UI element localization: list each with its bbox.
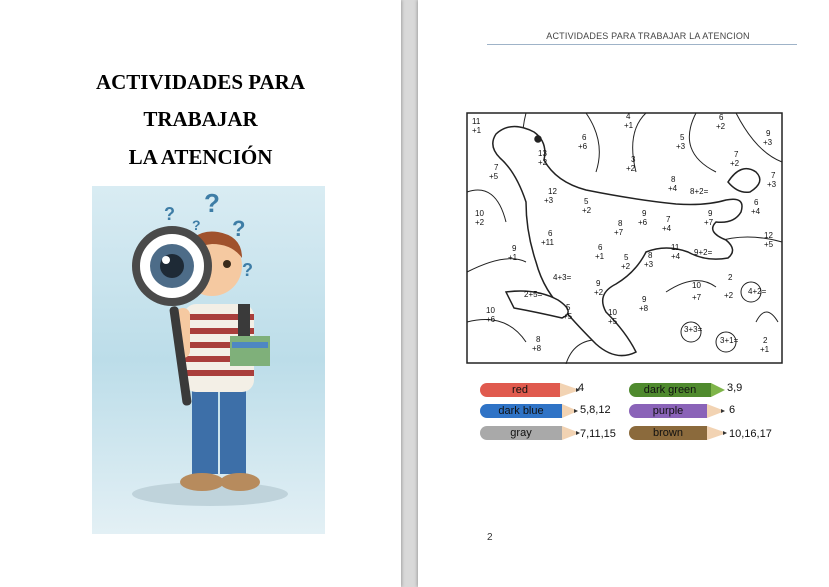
puzzle-label: 12 [548,187,557,196]
puzzle-label: 12 [764,231,773,240]
puzzle-label: +5 [764,240,774,249]
puzzle-label: 9+2= [694,248,713,257]
puzzle-label: +1 [595,252,605,261]
svg-text:?: ? [192,217,201,233]
puzzle-label: 6 [582,133,587,142]
puzzle-label: +4 [662,224,672,233]
pencil-gray [480,426,584,440]
puzzle-label: +7 [692,293,702,302]
puzzle-label: +6 [638,218,648,227]
pencil-brown-numbers: 10,16,17 [729,428,772,440]
puzzle-label: 11 [472,117,481,126]
puzzle-label: +6 [486,315,496,324]
svg-text:?: ? [164,204,175,224]
puzzle-label: +3 [544,196,554,205]
cover-illustration [92,186,325,534]
puzzle-label: +2 [538,158,548,167]
puzzle-label: 9 [512,244,517,253]
puzzle-label: +7 [614,228,624,237]
pencil-dark-green-numbers: 3,9 [727,382,743,394]
pencil-gray-numbers: 7,11,15 [580,428,616,440]
svg-text:?: ? [242,260,253,280]
puzzle-label: 8 [671,175,676,184]
puzzle-label: 6 [548,229,553,238]
puzzle-label: 10 [486,306,495,315]
puzzle-label: +2 [724,291,734,300]
pencil-dark-blue-label: dark blue [480,404,562,418]
puzzle-label: 8+2= [690,187,709,196]
svg-text:?: ? [232,216,246,241]
svg-text:?: ? [204,188,220,218]
puzzle-label: 7 [771,171,776,180]
puzzle-label: 2 [728,273,733,282]
puzzle-label: +6 [578,142,588,151]
puzzle-label: 5 [680,133,685,142]
puzzle-label: +2 [582,206,592,215]
pencil-brown [629,426,731,440]
puzzle-label: +2 [594,288,604,297]
puzzle-label: +5 [489,172,499,181]
puzzle-label: 6 [754,198,759,207]
puzzle-label: +3 [644,260,654,269]
puzzle-label: 5 [584,197,589,206]
puzzle-label: +11 [541,238,554,247]
puzzle-label: 8 [536,335,541,344]
puzzle-label: +5 [608,317,618,326]
pencil-red-numbers: 4 [578,382,585,394]
puzzle-label: 10 [608,308,617,317]
puzzle-label: +1 [508,253,518,262]
pencil-gray-label: gray [480,426,562,440]
puzzle-label: +8 [639,304,649,313]
puzzle-label: 2+5= [524,290,543,299]
pencil-dark-blue-numbers: 5,8,12 [580,404,611,416]
puzzle-label: +1 [624,121,634,130]
puzzle-label: 4+3= [553,273,572,282]
puzzle-label: 9 [642,209,647,218]
pencil-purple-label: purple [629,404,707,418]
page-header: ACTIVIDADES PARA TRABAJAR LA ATENCION [546,31,750,41]
puzzle-label: 7 [666,215,671,224]
puzzle-label: 9 [708,209,713,218]
color-by-number-puzzle [466,112,783,364]
puzzle-label: 4+2= [748,287,767,296]
pencil-brown-label: brown [629,426,707,440]
puzzle-label: +7 [704,218,714,227]
puzzle-label: 3+3= [684,325,703,334]
cover-page [0,0,401,587]
pencil-red-label: red [480,383,560,397]
puzzle-label: 7 [494,163,499,172]
pencil-dark-green [629,383,727,397]
puzzle-label: 8 [618,219,623,228]
puzzle-label: +1 [472,126,482,135]
puzzle-label: +2 [730,159,740,168]
puzzle-label: +5 [563,312,573,321]
puzzle-label: +1 [760,345,770,354]
puzzle-label: 11 [671,243,680,252]
puzzle-label: 9 [596,279,601,288]
puzzle-label: +2 [475,218,485,227]
activity-page [418,0,829,587]
puzzle-label: 8 [648,251,653,260]
puzzle-label: 5 [624,253,629,262]
puzzle-label: 10 [475,209,484,218]
puzzle-label: +3 [767,180,777,189]
puzzle-label: 2 [763,336,768,345]
puzzle-label: 10 [692,281,701,290]
pencil-purple-numbers: 6 [729,404,736,416]
pencil-dark-blue [480,404,582,418]
puzzle-label: 7 [734,150,739,159]
page-number: 2 [487,532,493,543]
puzzle-label: 6 [719,113,724,122]
puzzle-label: +2 [716,122,726,131]
puzzle-label: +8 [532,344,542,353]
puzzle-label: 13 [538,149,547,158]
puzzle-label: +4 [751,207,761,216]
cover-title-line-1: ACTIVIDADES PARA [95,70,306,94]
puzzle-label: 9 [766,129,771,138]
header-divider [487,44,797,45]
puzzle-label: +4 [668,184,678,193]
puzzle-label: 5 [566,303,571,312]
puzzle-label: +2 [626,164,636,173]
puzzle-label: 6 [598,243,603,252]
puzzle-label: +4 [671,252,681,261]
pencil-purple [629,404,727,418]
puzzle-label: +3 [676,142,686,151]
cover-title-line-3: LA ATENCIÓN [128,145,273,169]
puzzle-label: 3+1= [720,336,739,345]
puzzle-label: 4 [626,112,631,121]
cover-title-line-2: TRABAJAR [143,107,258,131]
pencil-red [480,383,584,397]
puzzle-label: +2 [621,262,631,271]
puzzle-label: +3 [763,138,773,147]
puzzle-label: 3 [631,155,636,164]
pencil-dark-green-label: dark green [629,383,711,397]
puzzle-label: 9 [642,295,647,304]
